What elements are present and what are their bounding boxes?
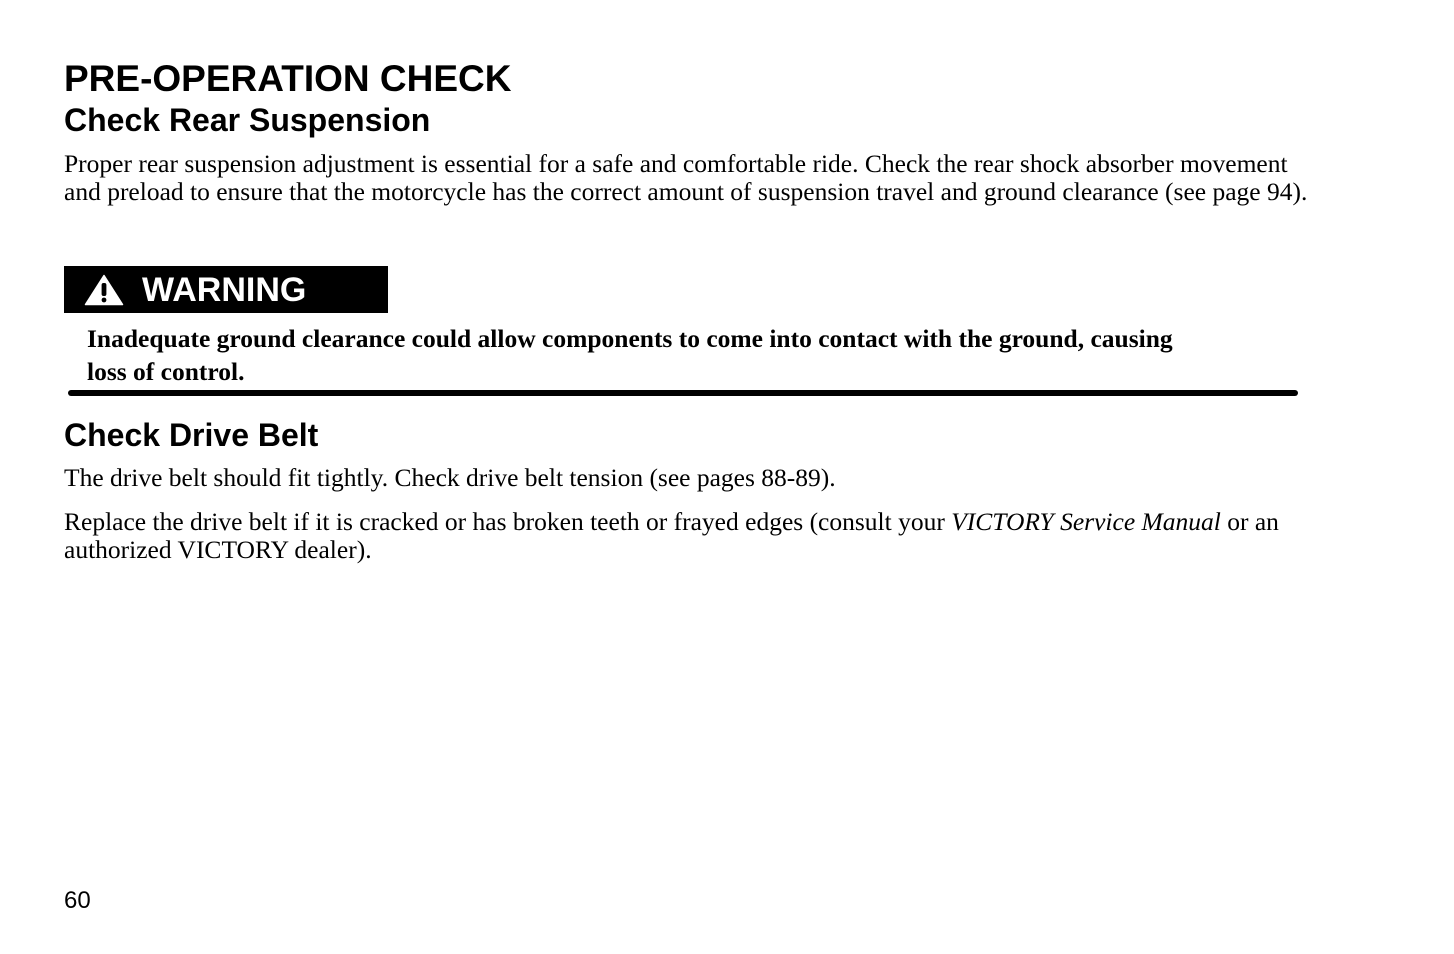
rear-suspension-paragraph: Proper rear suspension adjustment is essential for a safe and comfortable ride. Check the rear shock absorber movement and preload to ensure that the motorcycle has the correct amount of suspension travel and ground clearance (see page 94). — [64, 149, 1308, 206]
warning-text: Inadequate ground clearance could allow components to come into contact with the ground, causing loss of control. — [87, 324, 1173, 386]
drive-belt-text-start: Replace the drive belt if it is cracked or has broken teeth or frayed edges (consult your — [64, 507, 952, 536]
rear-suspension-heading: Check Rear Suspension — [64, 102, 431, 138]
section-title: PRE-OPERATION CHECK — [64, 58, 512, 99]
warning-label: WARNING — [142, 271, 307, 309]
page-number: 60 — [64, 887, 91, 914]
warning-divider — [68, 390, 1298, 396]
drive-belt-paragraph-1: The drive belt should fit tightly. Check drive belt tension (see pages 88-89). — [64, 463, 836, 492]
warning-banner — [64, 266, 388, 313]
service-manual-title: VICTORY Service Manual — [951, 507, 1221, 536]
drive-belt-heading: Check Drive Belt — [64, 417, 319, 453]
warning-triangle-icon — [84, 274, 124, 306]
drive-belt-text-end: or an authorized VICTORY dealer). — [64, 507, 1279, 564]
drive-belt-paragraph-2 — [64, 508, 1369, 564]
